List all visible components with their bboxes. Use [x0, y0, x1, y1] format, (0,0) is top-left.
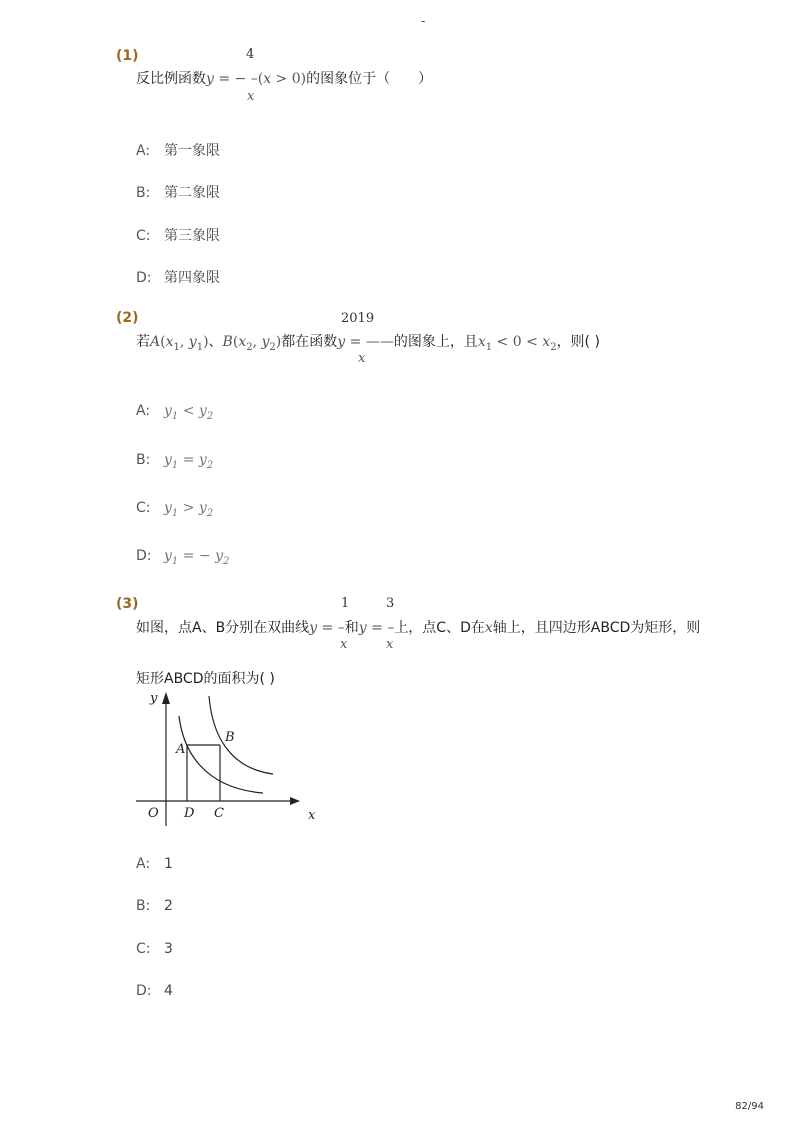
q2-stem-middle2: 的图象上，且	[393, 334, 478, 350]
q2-stem-prefix: 若	[136, 334, 150, 350]
x-axis-arrow	[290, 797, 300, 805]
q3-fraction2-bar: –	[387, 620, 395, 636]
q2-stem-suffix: ，则( )	[556, 334, 600, 350]
fig-label-b: B	[225, 730, 235, 745]
q3-option-a[interactable]: A: 1	[136, 856, 173, 872]
q3-fraction1-numerator: 1	[341, 596, 350, 611]
q2-option-d[interactable]: D: $y_1$ = − $y_2$	[136, 548, 230, 567]
q1-stem-prefix: 反比例函数	[136, 71, 206, 87]
q1-math-lhs: y	[206, 71, 214, 87]
q2-option-c[interactable]: C: $y_1 > y_2$	[136, 500, 214, 519]
q1-option-c[interactable]: C: 第三象限	[136, 228, 220, 244]
q3-option-c[interactable]: C: 3	[136, 941, 173, 957]
q2-fraction-numerator: 2019	[341, 311, 375, 326]
fig-label-x: x	[308, 808, 316, 823]
q3-fraction1-bar: –	[337, 620, 345, 636]
question-1-stem: 反比例函数y = − –(x > 0)的图象位于（ ）	[136, 71, 433, 87]
question-3-stem-line1: 如图，点A、B分别在双曲线y = –和y = –上，点C、D在x轴上，且四边形ABCD为矩形，则	[136, 620, 701, 636]
q3-fraction2-numerator: 3	[386, 596, 395, 611]
q3-stem-line1-prefix: 如图，点A、B分别在双曲线	[136, 620, 310, 636]
q2-option-b[interactable]: B: $y_1 = y_2$	[136, 452, 214, 471]
q3-fraction2-denominator: x	[386, 637, 394, 652]
q1-fraction-denominator: x	[247, 89, 255, 104]
q1-option-b[interactable]: B: 第二象限	[136, 185, 220, 201]
q2-stem-middle: 都在函数	[281, 334, 338, 350]
question-3-number: (3)	[116, 596, 139, 612]
q3-figure	[128, 688, 328, 828]
q3-option-d[interactable]: D: 4	[136, 983, 173, 999]
curve-y-1-over-x	[179, 716, 263, 793]
fig-label-c: C	[214, 806, 224, 821]
q1-stem-suffix: 的图象位于（ ）	[306, 71, 433, 87]
q3-fraction1-denominator: x	[340, 637, 348, 652]
q1-fraction-numerator: 4	[246, 47, 255, 62]
page-number: 82/94	[735, 1101, 764, 1112]
question-2-stem: 若$A(x_1$, $y_1$)、$B(x_2$, $y_2$)都在函数y = ——的图象上，且$x_1 < 0 < x_2$，则( )	[136, 334, 600, 353]
q2-fraction-bar: ——	[365, 334, 394, 350]
q3-conj: 和	[344, 620, 359, 636]
q3-stem-line1-suffix2: 轴上，且四边形ABCD为矩形，则	[492, 620, 701, 636]
q2-option-a[interactable]: A: $y_1 < y_2$	[136, 403, 214, 422]
q2-fraction-denominator: x	[358, 351, 366, 366]
fig-label-d: D	[184, 806, 195, 821]
question-2-number: (2)	[116, 310, 139, 326]
curve-y-3-over-x	[209, 696, 273, 774]
q1-option-a[interactable]: A: 第一象限	[136, 143, 220, 159]
fig-label-y: y	[150, 691, 158, 706]
question-3-stem-line2: 矩形ABCD的面积为( )	[136, 671, 275, 687]
q1-fraction-bar: –	[250, 71, 258, 87]
q1-option-d[interactable]: D: 第四象限	[136, 270, 220, 286]
question-1-number: (1)	[116, 48, 139, 64]
header-mark: -	[421, 14, 426, 28]
fig-label-o: O	[148, 806, 159, 821]
fig-label-a: A	[176, 742, 186, 757]
q3-stem-line1-suffix: 上，点C、D在	[394, 620, 485, 636]
q3-option-b[interactable]: B: 2	[136, 898, 173, 914]
y-axis-arrow	[162, 692, 170, 704]
